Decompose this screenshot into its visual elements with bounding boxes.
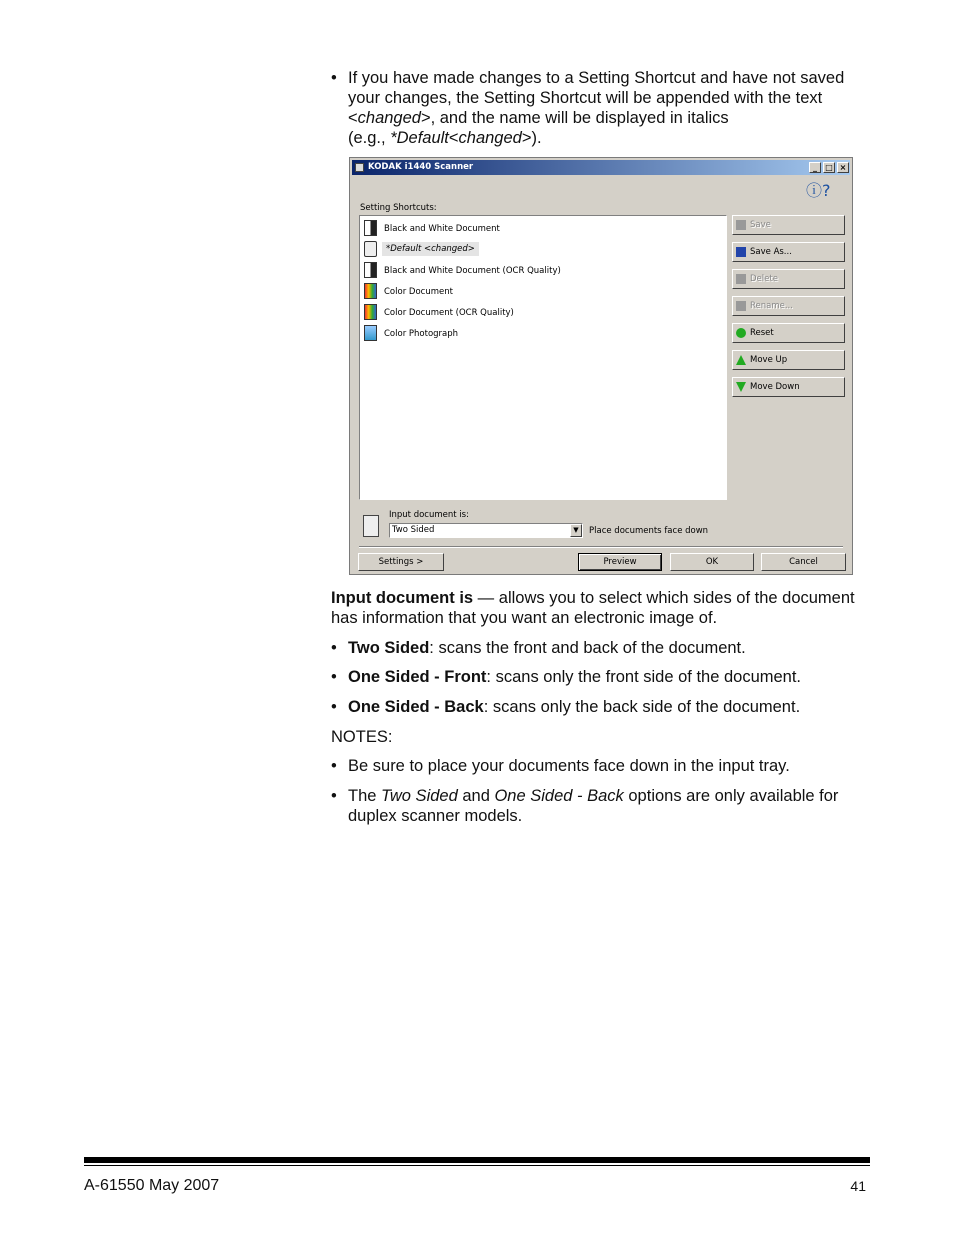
notes-label: NOTES:	[331, 728, 393, 746]
intro-line-3: <changed>, and the name will be displayed in italics	[348, 109, 729, 127]
setting-shortcuts-label: Setting Shortcuts:	[360, 203, 437, 213]
arrow-up-icon	[736, 355, 746, 365]
note-1: • Be sure to place your documents face down in the input tray.	[331, 757, 790, 775]
save-button[interactable]: Save	[732, 215, 845, 235]
list-item[interactable]: Color Photograph	[364, 324, 664, 343]
color-document-icon	[364, 304, 377, 320]
scanner-dialog	[349, 157, 853, 575]
disk-icon	[736, 247, 746, 257]
intro-bullet	[331, 68, 871, 148]
rename-button[interactable]: Rename...	[732, 296, 845, 316]
help-icon[interactable]: ?	[822, 181, 831, 200]
input-document-label: Input document is:	[389, 510, 469, 520]
setting-shortcuts-list[interactable]	[359, 215, 727, 500]
minimize-icon[interactable]: _	[809, 162, 821, 173]
list-item[interactable]: Black and White Document (OCR Quality)	[364, 261, 664, 280]
option-one-sided-front: • One Sided - Front: scans only the front side of the document.	[331, 668, 802, 686]
list-item-selected[interactable]: *Default <changed>	[364, 240, 664, 259]
arrow-down-icon	[736, 382, 746, 392]
photo-icon	[364, 325, 377, 341]
intro-line-1: If you have made changes to a Setting Shortcut and have not saved	[348, 69, 845, 87]
input-document-heading: Input document is	[331, 589, 474, 607]
maximize-icon[interactable]: □	[823, 162, 835, 173]
input-document-value: Two Sided	[392, 525, 435, 535]
dialog-title: KODAK i1440 Scanner	[368, 162, 474, 172]
divider	[359, 546, 843, 548]
chevron-down-icon[interactable]: ▼	[570, 524, 582, 537]
place-documents-text: Place documents face down	[589, 526, 709, 536]
option-two-sided: • Two Sided: scans the front and back of the document.	[331, 639, 746, 657]
app-icon	[355, 163, 364, 172]
intro-line-2: your changes, the Setting Shortcut will be appended with the text	[348, 89, 823, 107]
note-2: • The Two Sided and One Sided - Back options are only available for duplex scanner models.	[331, 787, 839, 825]
input-document-icon	[363, 515, 379, 537]
delete-button[interactable]: Delete	[732, 269, 845, 289]
trash-icon	[736, 274, 746, 284]
close-icon[interactable]: ×	[837, 162, 849, 173]
list-item[interactable]: Color Document	[364, 282, 664, 301]
footer-rule-thick	[84, 1157, 870, 1163]
disk-icon	[736, 220, 746, 230]
list-item[interactable]: Color Document (OCR Quality)	[364, 303, 664, 322]
footer-rule-thin	[84, 1165, 870, 1166]
bw-document-icon	[364, 220, 377, 236]
list-item[interactable]: Black and White Document	[364, 219, 664, 238]
bullet-dot: •	[331, 69, 337, 87]
help-icons	[806, 178, 831, 201]
intro-line-4: (e.g., *Default<changed>).	[348, 129, 542, 147]
reset-button[interactable]: Reset	[732, 323, 845, 343]
footer-doc-id: A-61550 May 2007	[84, 1177, 220, 1194]
reset-icon	[736, 328, 746, 338]
rename-icon	[736, 301, 746, 311]
page-number: 41	[850, 1178, 866, 1194]
move-down-button[interactable]: Move Down	[732, 377, 845, 397]
bw-document-icon	[364, 262, 377, 278]
input-document-select[interactable]	[389, 523, 583, 538]
ok-button[interactable]: OK	[670, 553, 754, 571]
dialog-titlebar	[352, 160, 850, 175]
save-as-button[interactable]: Save As...	[732, 242, 845, 262]
option-one-sided-back: • One Sided - Back: scans only the back side of the document.	[331, 698, 801, 716]
preview-button[interactable]: Preview	[578, 553, 662, 571]
cancel-button[interactable]: Cancel	[761, 553, 846, 571]
scanner-document-icon	[364, 241, 377, 257]
info-icon[interactable]: ⓘ	[806, 181, 823, 200]
input-document-description: Input document is — allows you to select which sides of the document has information that you want an electronic image of.	[331, 589, 855, 627]
color-document-icon	[364, 283, 377, 299]
move-up-button[interactable]: Move Up	[732, 350, 845, 370]
settings-button[interactable]: Settings >	[358, 553, 444, 571]
